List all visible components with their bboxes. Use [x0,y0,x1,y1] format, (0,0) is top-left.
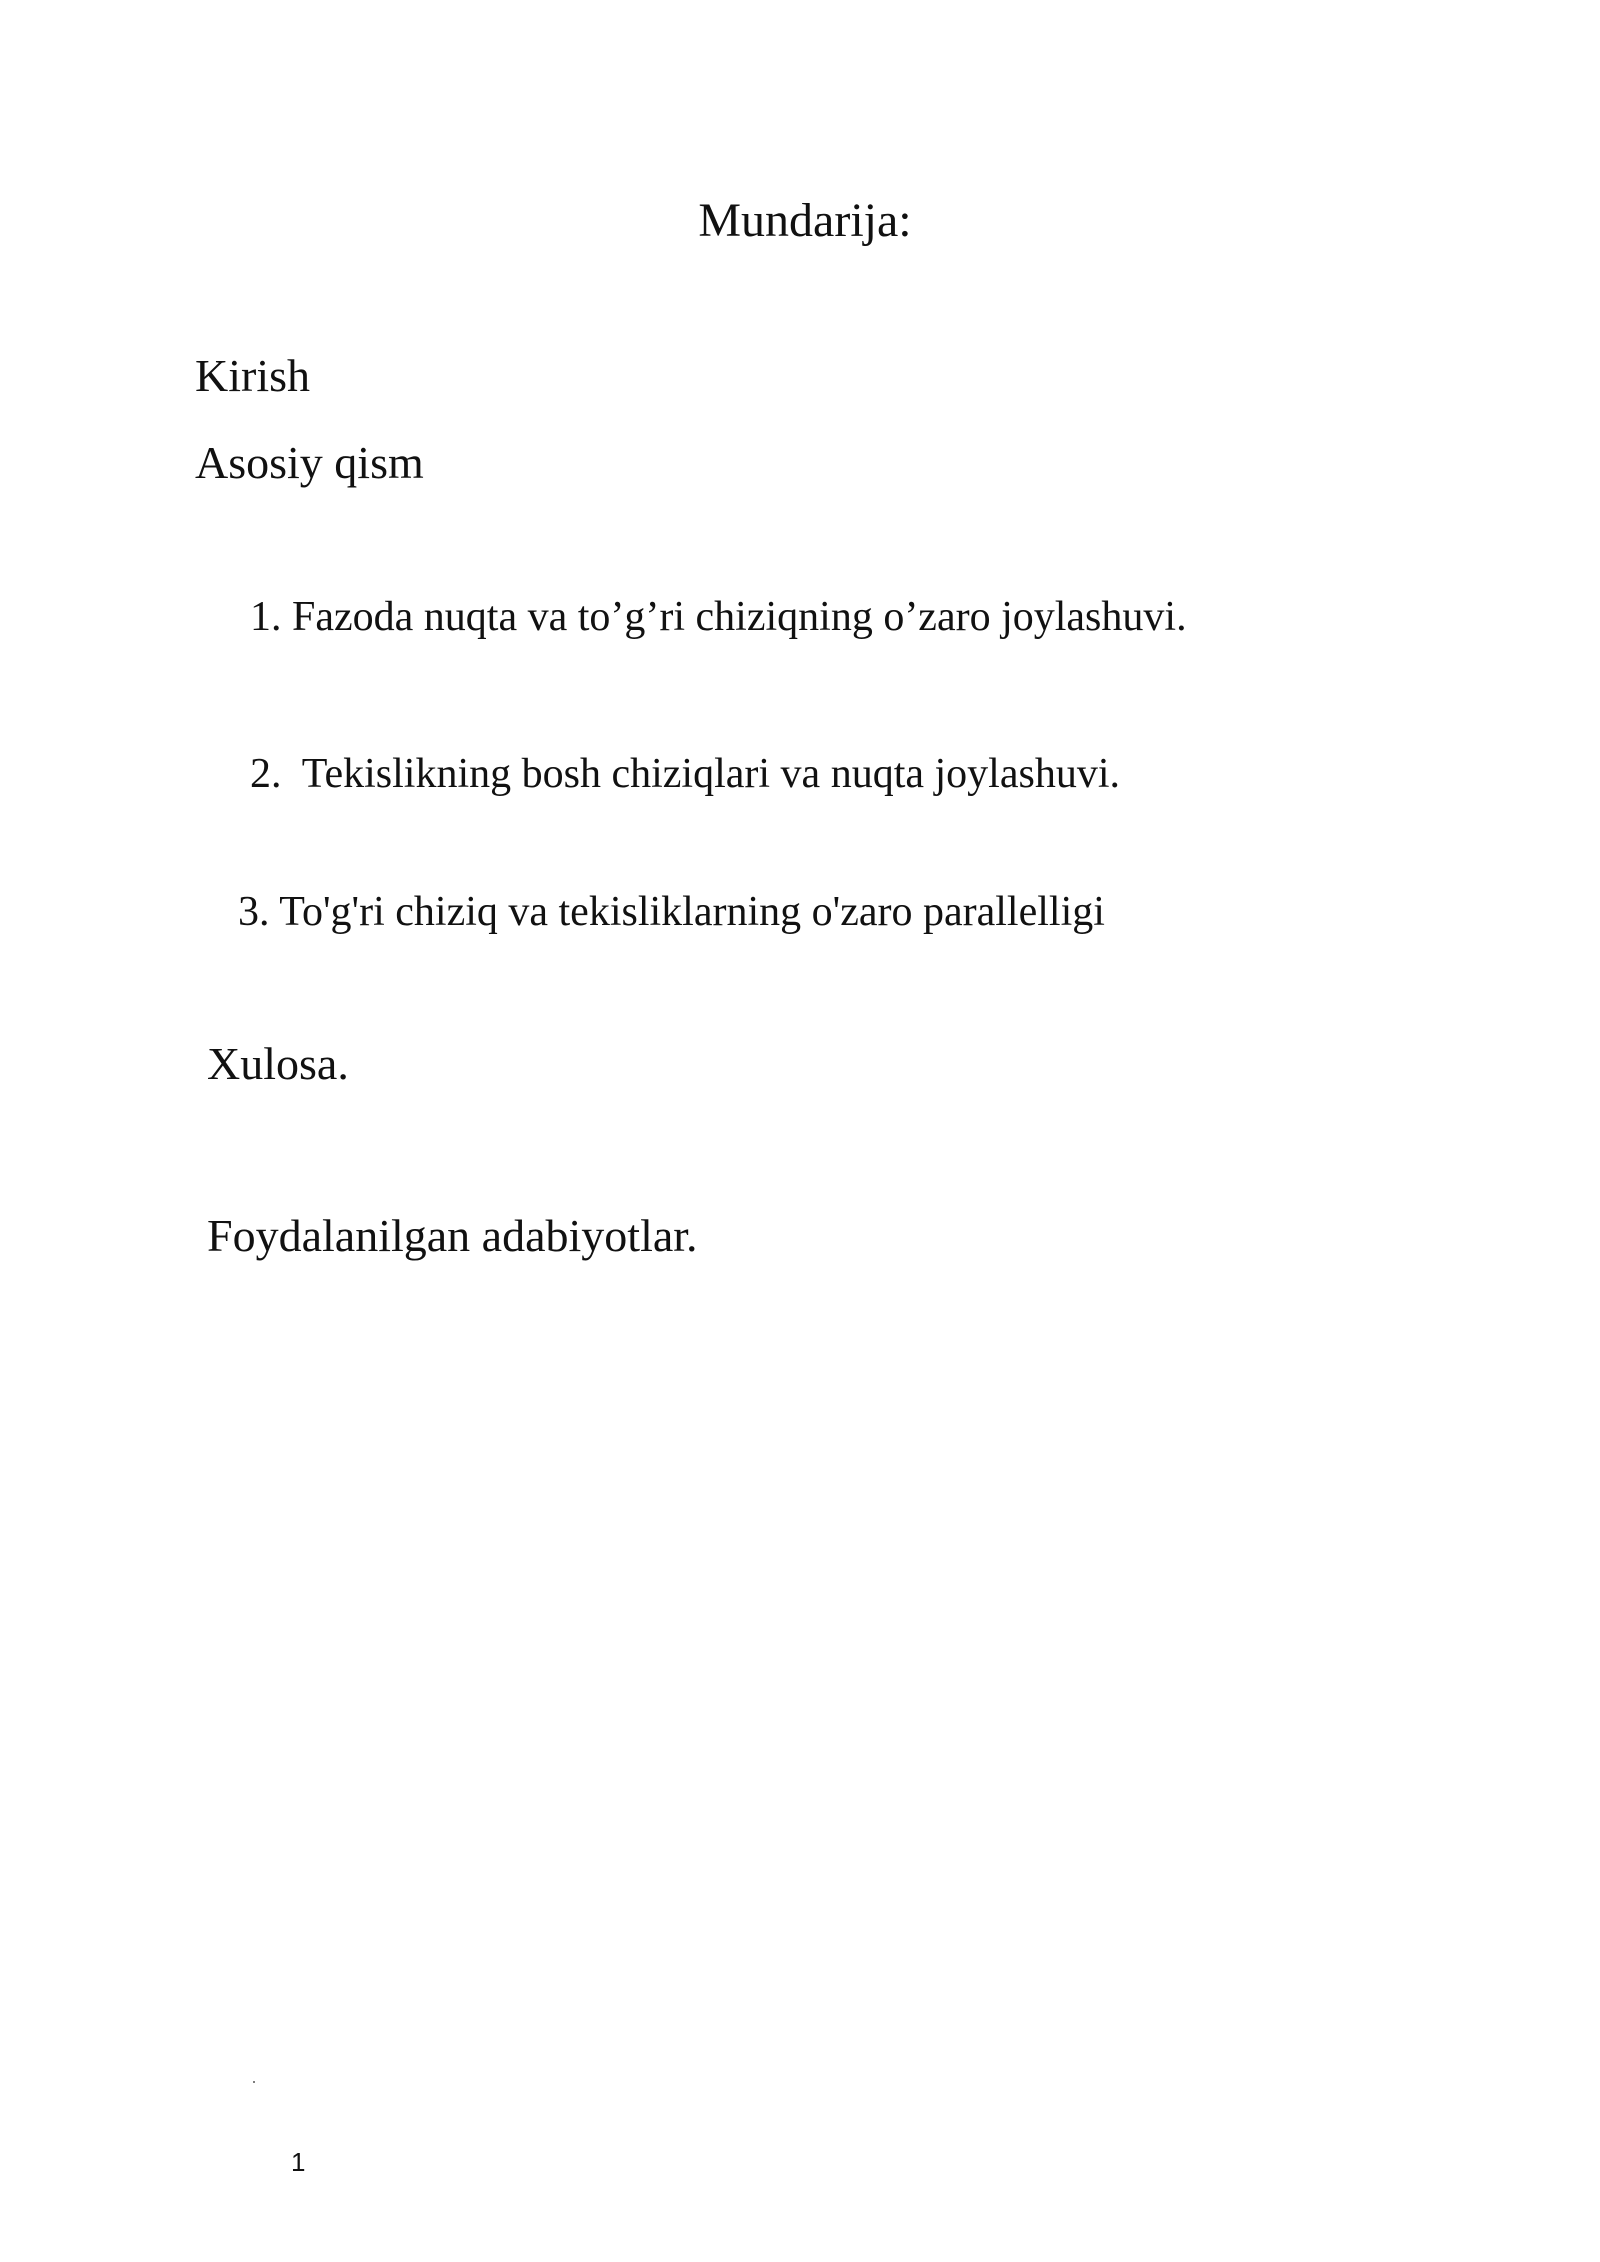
page-title: Mundarija: [698,194,912,247]
toc-entry-conclusion: Xulosa. [207,1038,349,1089]
page-number: 1 [291,2147,306,2177]
toc-subentry-2: 2. Tekislikning bosh chiziqlari va nuqta joylashuvi. [250,751,1121,797]
stray-dot [253,2081,255,2083]
toc-entry-intro: Kirish [195,350,310,401]
toc-entry-main: Asosiy qism [195,437,424,488]
toc-subentry-3: 3. To'g'ri chiziq va tekisliklarning o'zaro parallelligi [238,889,1105,935]
toc-subentry-1: 1. Fazoda nuqta va to’g’ri chiziqning o’zaro joylashuvi. [250,594,1187,640]
toc-entry-references: Foydalanilgan adabiyotlar. [207,1210,698,1261]
